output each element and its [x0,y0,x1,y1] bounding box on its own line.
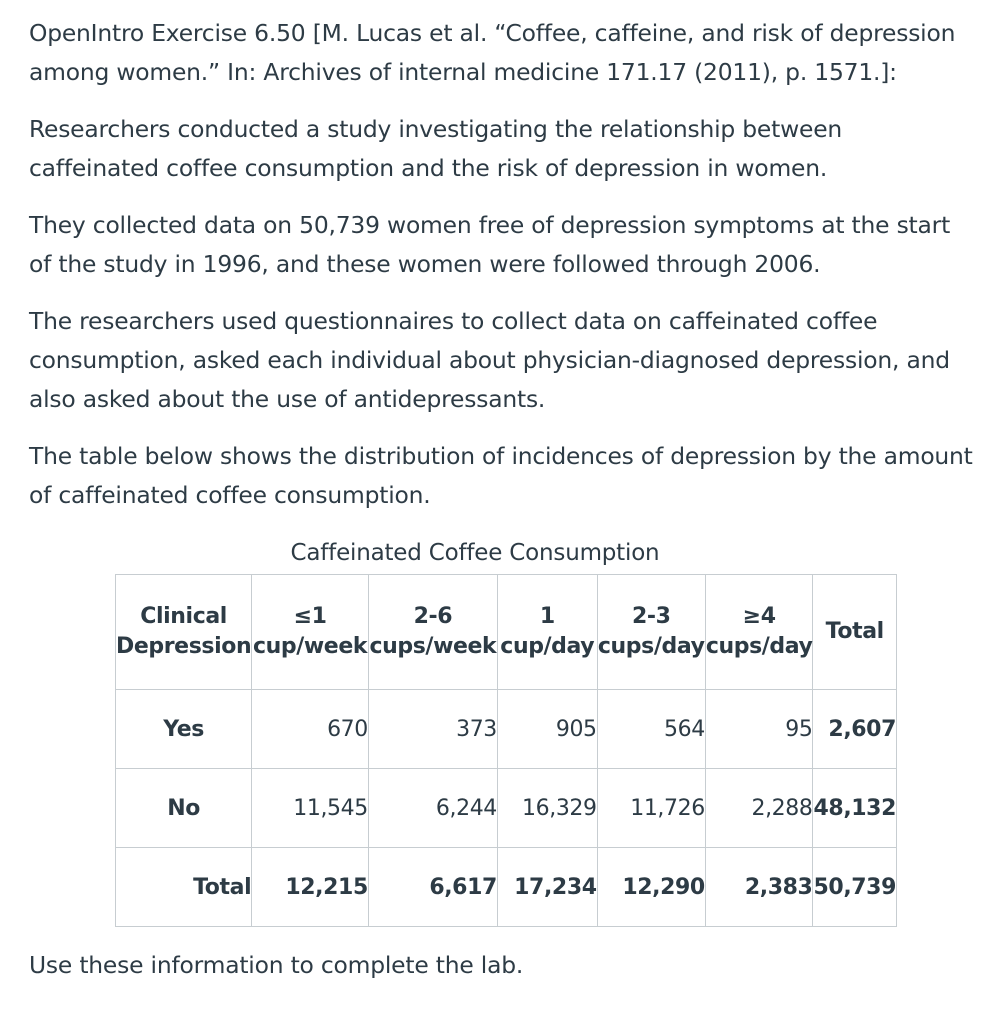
table-cell: 670 [252,690,369,769]
footer-instruction: Use these information to complete the lab. [29,951,524,979]
header-2-6-cups-week [368,575,497,690]
header-line: Depression [116,634,252,659]
table-header-row [116,575,897,690]
header-line: cups/day [705,634,813,659]
header-line: cups/week [369,634,497,659]
table-row-total [116,848,897,927]
row-label: No [116,769,252,848]
depression-table [115,574,897,927]
data-paragraph: They collected data on 50,739 women free of depression symptoms at the start of the study in 1996, and these women were followed through 2006. [29,211,951,278]
header-line: ≤1 [293,604,327,629]
table-cell: 11,726 [597,769,705,848]
table-cell: 373 [368,690,497,769]
row-label: Total [116,848,252,927]
table-row [116,769,897,848]
header-1-cup-day [497,575,597,690]
methods-paragraph: The researchers used questionnaires to collect data on caffeinated coffee consumption, asked each individual about physician-diagnosed depression, and also asked about the use of antidepressants. [29,307,950,413]
table-cell: 16,329 [497,769,597,848]
table-cell: 95 [705,690,813,769]
header-2-3-cups-day [597,575,705,690]
header-line: cups/day [597,634,705,659]
header-line: 1 [539,604,555,629]
header-le1-cup-week [252,575,369,690]
header-line: 2-3 [631,604,671,629]
header-total: Total [813,575,897,690]
table-cell: 12,290 [597,848,705,927]
header-ge4-cups-day [705,575,813,690]
header-line: cup/week [252,634,368,659]
row-label: Yes [116,690,252,769]
header-line: Clinical [140,604,227,629]
table-cell: 17,234 [497,848,597,927]
table-cell: 11,545 [252,769,369,848]
table-cell: 905 [497,690,597,769]
study-paragraph: Researchers conducted a study investigating the relationship between caffeinated coffee consumption and the risk of depression in women. [29,115,843,182]
table-cell: 12,215 [252,848,369,927]
table-caption: Caffeinated Coffee Consumption [290,540,660,566]
header-line: cup/day [500,634,595,659]
header-line: ≥4 [742,604,776,629]
table-cell-total: 2,607 [813,690,897,769]
table-cell-total: 50,739 [813,848,897,927]
citation-paragraph: OpenIntro Exercise 6.50 [M. Lucas et al. “Coffee, caffeine, and risk of depression among women.” In: Archives of internal medicine 171.17 (2011), p. 1571.]: [29,19,956,86]
table-intro-paragraph: The table below shows the distribution of incidences of depression by the amount of caffeinated coffee consumption. [29,442,973,509]
table-cell: 2,383 [705,848,813,927]
intro-text [29,14,979,573]
table-cell: 6,244 [368,769,497,848]
header-line: 2-6 [413,604,453,629]
header-clinical-depression [116,575,252,690]
table-row [116,690,897,769]
table-cell: 6,617 [368,848,497,927]
table-cell: 564 [597,690,705,769]
table-cell: 2,288 [705,769,813,848]
table-cell-total: 48,132 [813,769,897,848]
